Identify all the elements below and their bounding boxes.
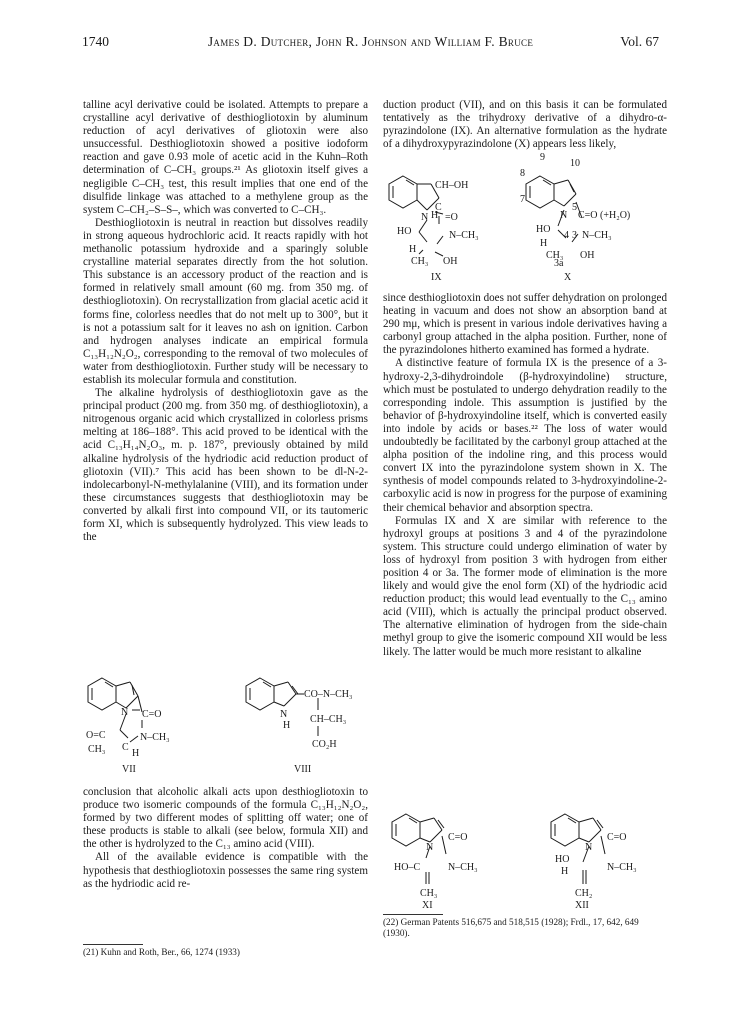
position-7: 7 bbox=[520, 194, 525, 205]
position-9: 9 bbox=[540, 152, 545, 163]
carbonyl-label: C=O bbox=[607, 832, 627, 843]
structure-vii-drawing bbox=[80, 672, 230, 782]
n-methyl-label: N–CH₃ bbox=[140, 732, 170, 743]
carboxyl-label: CO₂H bbox=[312, 739, 337, 750]
atom-n: N bbox=[426, 842, 434, 853]
position-8: 8 bbox=[520, 168, 525, 179]
left-column-bottom bbox=[83, 786, 368, 891]
paragraph: The alkaline hydrolysis of desthiogliotoxin gave as the principal product (200 mg. from 350 mg. of desthiogliotoxin), a nitrogenous organic acid which crystallized in colorless prisms melting at 186–188°. This acid proved to be identical with the acid C₁₃H₁₄N₂O₃, m. p. 187°, previously obtained by mild alkaline hydrolysis of the hydriodic acid reduction product of gliotoxin (VII).⁷ This acid has been shown to be dl-N-2-indolecarbonyl-N-methylalanine (VIII), and its formation under these circumstances suggests that desthiogliotoxin may be converted by alkali first into compound VII, or its tautomeric form XI, which is subsequently hydrolyzed. This view leads to the bbox=[83, 387, 368, 544]
footnote-rule bbox=[383, 914, 443, 915]
n-methyl-label: N–CH₃ bbox=[607, 862, 637, 873]
structure-label: IX bbox=[431, 272, 442, 283]
carbonyl-label: C=O bbox=[142, 709, 162, 720]
page-number: 1740 bbox=[82, 34, 109, 49]
alanine-label: CH–CH₃ bbox=[310, 714, 347, 725]
structure-ix-drawing bbox=[383, 162, 533, 287]
carbonyl-label: O=C bbox=[86, 730, 106, 741]
n-methyl-label: N–CH₃ bbox=[448, 862, 478, 873]
position-10: 10 bbox=[570, 158, 580, 169]
hydroxyl-label: HO bbox=[555, 854, 570, 865]
structure-x bbox=[520, 146, 670, 286]
carbonyl-label: C=O bbox=[448, 832, 468, 843]
hydroxyl-label: HO bbox=[397, 226, 412, 237]
enol-label: HO–C bbox=[394, 862, 421, 873]
structure-vii bbox=[80, 672, 230, 782]
structure-label: VIII bbox=[294, 764, 312, 775]
atom-n: N bbox=[121, 707, 129, 718]
footnote-rule bbox=[83, 944, 143, 945]
atom-h: H bbox=[283, 720, 291, 731]
paragraph: since desthiogliotoxin does not suffer dehydration on prolonged heating in vacuum and does not show an absorption band at 290 mμ, which is present in various indole derivatives having a carbonyl group attached in the alpha position. Further, none of the pyrazindolones hitherto examined has formed a hydrate. bbox=[383, 292, 667, 357]
structure-label: XI bbox=[422, 900, 433, 911]
atom-c: C bbox=[435, 202, 442, 213]
paragraph: Formulas IX and X are similar with reference to the hydroxyl groups at positions 3 and 4 of the pyrazindolone system. This structure could undergo elimination of water by loss of hydroxyl from position 3 with hydrogen from either position 4 or 3a. The former mode of elimination is the more likely and would give the enol form (XI) of the hydriodic acid reduction product; this would lead eventually to the C₁₃ amino acid (VIII), which is actually the principal product observed. The alternative elimination of hydrogen from the side-chain methyl group to give the isomeric compound XII would be less likely. The latter would be much more resistant to alkaline bbox=[383, 514, 667, 658]
paragraph: Desthiogliotoxin is neutral in reaction but dissolves readily in strong aqueous hydrochloric acid. It reacts rapidly with hot methanolic potassium hydroxide and a sparingly soluble crystalline material separates directly from the hot solution. This substance is an accessory product of the reaction and is formed in relatively small amount (60 mg. from 350 mg. of desthiogliotoxin). On recrystallization from glacial acetic acid it forms fine, colorless needles that do not melt up to 300°, but it is not a potassium salt for it leaves no ash on ignition. Carbon and hydrogen analyses indicate an empirical formula C₁₃H₁₂N₂O₂, corresponding to the removal of two molecules of water from desthiogliotoxin. Further study will be necessary to establish its molecular formula and constitution. bbox=[83, 216, 368, 386]
paragraph: duction product (VII), and on this basis it can be formulated tentatively as the trihydroxy derivative of a dihydro-α-pyrazindolone (IX). An alternative formulation as the hydrate of a dihydroxypyrazindolone (X) appears less likely, bbox=[383, 99, 667, 151]
methyl-label: CH₃ bbox=[546, 250, 564, 261]
structure-label: X bbox=[564, 272, 572, 283]
footnote-22: (22) German Patents 516,675 and 518,515 (1928); Frdl., 17, 642, 649 (1930). bbox=[383, 917, 639, 938]
position-4: 4 bbox=[564, 230, 569, 241]
structure-xii bbox=[545, 810, 675, 922]
structure-viii bbox=[238, 672, 368, 782]
right-column-top bbox=[383, 99, 667, 151]
structure-viii-drawing bbox=[238, 672, 368, 782]
paragraph: All of the available evidence is compatible with the hypothesis that desthiogliotoxin possesses the same ring system as the hydriodic acid re- bbox=[83, 851, 368, 890]
atom-h: H bbox=[431, 210, 439, 221]
methyl-label: CH₃ bbox=[411, 256, 429, 267]
methylene-label: CH₂ bbox=[575, 888, 593, 899]
atom-n: N bbox=[585, 842, 593, 853]
structure-x-drawing bbox=[520, 146, 670, 286]
methyl-label: CH₃ bbox=[88, 744, 106, 755]
volume-label: Vol. 67 bbox=[620, 34, 659, 49]
atom-n: N bbox=[421, 212, 429, 223]
atom-h: H bbox=[132, 748, 140, 759]
structure-ix bbox=[383, 162, 533, 287]
n-methyl-label: N–CH₃ bbox=[449, 230, 479, 241]
methyl-label: CH₃ bbox=[420, 888, 438, 899]
atom-n: N bbox=[280, 709, 288, 720]
position-5: 5 bbox=[572, 202, 577, 213]
structure-label: XII bbox=[575, 900, 589, 911]
position-3: 3 bbox=[572, 230, 577, 241]
right-column-body bbox=[383, 292, 667, 659]
hydroxymethine-label: CH–OH bbox=[435, 180, 469, 191]
atom-h: H bbox=[409, 244, 417, 255]
atom-n: N bbox=[560, 210, 568, 221]
n-methyl-label: N–CH₃ bbox=[582, 230, 612, 241]
footnote-21: (21) Kuhn and Roth, Ber., 66, 1274 (1933) bbox=[83, 947, 240, 957]
amide-label: CO–N–CH₃ bbox=[304, 689, 353, 700]
running-title-authors: James D. Dutcher, John R. Johnson and William F. Bruce bbox=[207, 34, 534, 49]
paragraph: A distinctive feature of formula IX is the presence of a 3-hydroxy-2,3-dihydroindole (β-hydroxyindoline) structure, which must be postulated to undergo dehydration readily to the corresponding indole. This assumption is justified by the behavior of β-hydroxyindoline itself, which is converted easily into indole by acids or bases.²² The loss of water would undoubtedly be facilitated by the carbonyl group attached at the alpha position of the indoline ring, and this process would convert IX into the pyrazindolone system shown in X. The synthesis of model compounds related to 3-hydroxyindoline-2-carboxylic acid is now in progress for the purpose of examining their chemical behavior and absorption spectra. bbox=[383, 357, 667, 514]
atom-c: C bbox=[122, 742, 129, 753]
paragraph: talline acyl derivative could be isolated. Attempts to prepare a crystalline acyl derivative of desthiogliotoxin by aluminum reduction of acyl derivatives of gliotoxin were also unsuccessful. Desthiogliotoxin showed a positive iodoform reaction and gave 0.93 mole of acetic acid in the Kuhn–Roth determination of C–CH₃ groups.²¹ As gliotoxin itself gives a negligible C–CH₃ test, this result implies that one end of the disulfide linkage was attached to a methylene group as the system C–CH₂–S–S–, which was converted to C–CH₃. bbox=[83, 99, 368, 216]
position-3a: 3a bbox=[554, 258, 564, 269]
structure-xii-drawing bbox=[545, 810, 675, 922]
carbonyl-label: =O bbox=[445, 212, 458, 223]
left-column-top bbox=[83, 99, 368, 544]
hydroxyl-label: HO bbox=[536, 224, 551, 235]
structure-xi bbox=[386, 810, 526, 922]
structure-label: VII bbox=[122, 764, 136, 775]
atom-h: H bbox=[561, 866, 569, 877]
hydroxyl-label: OH bbox=[580, 250, 595, 261]
carbonyl-hydrate-label: C=O (+H₂O) bbox=[578, 210, 631, 221]
paragraph: conclusion that alcoholic alkali acts upon desthiogliotoxin to produce two isomeric compounds of the formula C₁₃H₁₂N₂O₂, formed by two different modes of splitting off water; one of these products is stable to alkali (see below, formula XII) and the other is hydrolyzed to the C₁₃ amino acid (VIII). bbox=[83, 786, 368, 851]
atom-h: H bbox=[540, 238, 548, 249]
hydroxyl-label: OH bbox=[443, 256, 458, 267]
structure-xi-drawing bbox=[386, 810, 526, 922]
